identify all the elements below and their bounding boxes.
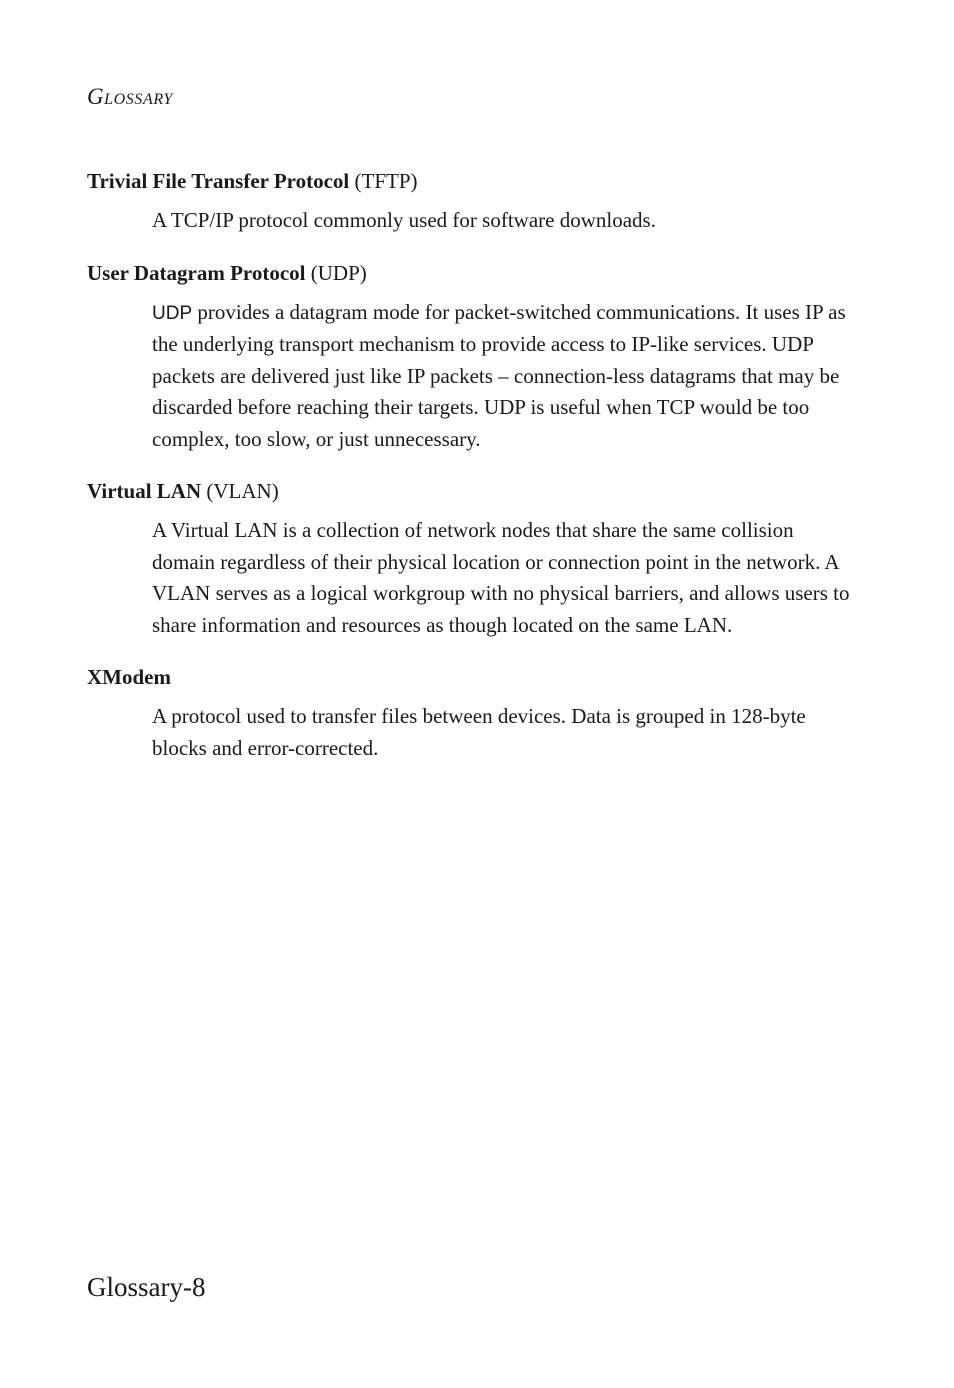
running-header-initial: G (87, 84, 105, 109)
term-line (87, 259, 867, 287)
glossary-entry-tftp (87, 167, 867, 237)
definition: A protocol used to transfer files between devices. Data is grouped in 128-byte blocks and error-corrected. (152, 704, 806, 760)
glossary-entry-xmodem (87, 663, 867, 764)
term: Trivial File Transfer Protocol (87, 169, 350, 193)
definition: A TCP/IP protocol commonly used for software downloads. (152, 208, 656, 232)
running-header-rest: LOSSARY (104, 91, 173, 108)
term-abbreviation: (UDP) (310, 260, 367, 285)
term: XModem (87, 665, 171, 689)
term-abbreviation: (VLAN) (206, 479, 279, 503)
term-line (87, 477, 867, 505)
definition (152, 297, 852, 456)
page-number: Glossary-8 (87, 1272, 206, 1302)
glossary-entry-udp (87, 259, 867, 456)
term-abbreviation: (TFTP) (354, 169, 418, 193)
definition-text: provides a datagram mode for packet-switched communications. It uses IP as the underlying transport mechanism to provide access to IP-like services. UDP packets are delivered just like IP packets – connection-less datagrams that may be discarded before reaching their targets. UDP is useful when TCP would be too complex, too slow, or just unnecessary. (152, 299, 846, 451)
definition: A Virtual LAN is a collection of network nodes that share the same collision domain regardless of their physical location or connection point in the network. A VLAN serves as a logical workgroup with no physical barriers, and allows users to share information and resources as though located on the same LAN. (152, 518, 850, 637)
glossary-entry-vlan (87, 477, 867, 641)
running-header (87, 84, 173, 110)
term-line (87, 167, 867, 195)
term-line (87, 663, 867, 691)
term: Virtual LAN (87, 479, 202, 503)
glossary-list (87, 167, 867, 786)
definition-lead: UDP (152, 302, 193, 324)
term: User Datagram Protocol (87, 260, 306, 285)
